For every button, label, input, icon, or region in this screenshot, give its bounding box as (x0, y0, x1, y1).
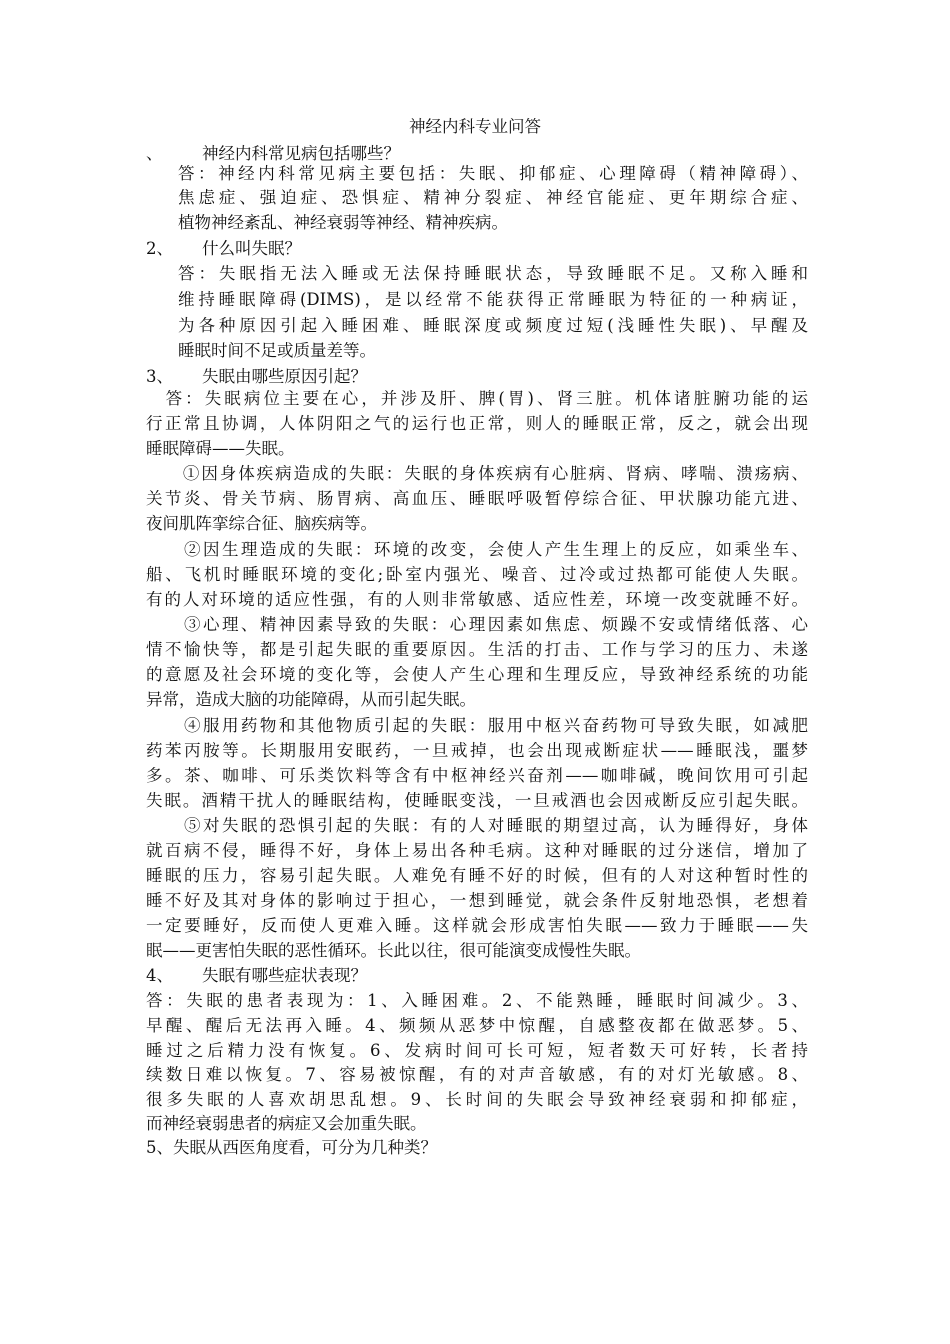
question-text: 什么叫失眠？ (202, 239, 301, 258)
answer-3-line: 有的人对环境的适应性强，有的人则非常敏感、适应性差，环境一改变就睡不好。 (146, 590, 808, 609)
answer-3-line: 失眠。酒精干扰人的睡眠结构，使睡眠变浅，一旦戒酒也会因戒断反应引起失眠。 (146, 791, 808, 810)
question-number: 4、 (146, 966, 173, 985)
answer-3-line: 异常，造成大脑的功能障碍，从而引起失眠。 (146, 690, 476, 709)
answer-3-line: 睡眠的压力，容易引起失眠。人难免有睡不好的时候，但有的人对这种暂时性的 (146, 866, 808, 885)
answer-3-line: 的意愿及社会环境的变化等，会使人产生心理和生理反应，导致神经系统的功能 (146, 665, 808, 684)
question-5: 5、失眠从西医角度看，可分为几种类？ (146, 1138, 437, 1157)
question-number: 、 (146, 144, 163, 163)
answer-3-line: ⑤对失眠的恐惧引起的失眠：有的人对睡眠的期望过高，认为睡得好，身体 (146, 816, 808, 835)
answer-3-line: 情不愉快等，都是引起失眠的重要原因。生活的打击、工作与学习的压力、未遂 (146, 640, 808, 659)
answer-3-line: ④服用药物和其他物质引起的失眠：服用中枢兴奋药物可导致失眠，如减肥 (146, 716, 808, 735)
question-2 (146, 237, 301, 261)
answer-3-line: 就百病不侵，睡得不好，身体上易出各种毛病。这种对睡眠的过分迷信，增加了 (146, 841, 808, 860)
answer-4-line: 睡过之后精力没有恢复。6、发病时间可长可短，短者数天可好转，长者持 (146, 1041, 808, 1060)
answer-2-line: 睡眠时间不足或质量差等。 (178, 341, 376, 360)
answer-3-line: ③心理、精神因素导致的失眠：心理因素如焦虑、烦躁不安或情绪低落、心 (146, 615, 808, 634)
answer-3-line: ①因身体疾病造成的失眠：失眠的身体疾病有心脏病、肾病、哮喘、溃疡病、 (146, 464, 808, 483)
answer-4-line: 早醒、醒后无法再入睡。4、频频从恶梦中惊醒，自感整夜都在做恶梦。5、 (146, 1016, 808, 1035)
page-title: 神经内科专业问答 (409, 117, 541, 136)
answer-4-line: 而神经衰弱患者的病症又会加重失眠。 (146, 1114, 427, 1133)
answer-3-line: 夜间肌阵挛综合征、脑疾病等。 (146, 514, 377, 533)
answer-2-line: 为各种原因引起入睡困难、睡眠深度或频度过短(浅睡性失眠)、早醒及 (178, 316, 808, 335)
answer-4-line: 很多失眠的人喜欢胡思乱想。9、长时间的失眠会导致神经衰弱和抑郁症， (146, 1090, 808, 1109)
question-3 (146, 365, 367, 389)
question-text: 失眠由哪些原因引起？ (202, 367, 367, 386)
question-4 (146, 964, 367, 988)
answer-1-line: 焦虑症、强迫症、恐惧症、精神分裂症、神经官能症、更年期综合症、 (178, 188, 808, 207)
answer-3-line: 答：失眠病位主要在心，并涉及肝、脾(胃)、肾三脏。机体诸脏腑功能的运 (146, 389, 808, 408)
question-text: 神经内科常见病包括哪些？ (202, 144, 400, 163)
question-text: 失眠有哪些症状表现？ (202, 966, 367, 985)
answer-1-line: 答：神经内科常见病主要包括：失眠、抑郁症、心理障碍（精神障碍）、 (178, 164, 808, 183)
answer-3-line: 眠——更害怕失眠的恶性循环。长此以往，很可能演变成慢性失眠。 (146, 941, 641, 960)
answer-3-line: 关节炎、骨关节病、肠胃病、高血压、睡眠呼吸暂停综合征、甲状腺功能亢进、 (146, 489, 808, 508)
question-number: 2、 (146, 239, 173, 258)
answer-1-line: 植物神经紊乱、神经衰弱等神经、精神疾病。 (178, 213, 508, 232)
answer-4-line: 续数日难以恢复。7、容易被惊醒，有的对声音敏感，有的对灯光敏感。8、 (146, 1065, 808, 1084)
answer-2-line: 维持睡眠障碍(DIMS)，是以经常不能获得正常睡眠为特征的一种病证， (178, 290, 808, 309)
answer-3-line: 船、飞机时睡眠环境的变化;卧室内强光、噪音、过冷或过热都可能使人失眠。 (146, 565, 808, 584)
answer-3-line: ②因生理造成的失眠：环境的改变，会使人产生生理上的反应，如乘坐车、 (146, 540, 808, 559)
answer-3-line: 多。茶、咖啡、可乐类饮料等含有中枢神经兴奋剂——咖啡碱，晚间饮用可引起 (146, 766, 808, 785)
answer-3-line: 睡眠障碍——失眠。 (146, 439, 295, 458)
question-number: 3、 (146, 367, 173, 386)
answer-3-line: 一定要睡好，反而使人更难入睡。这样就会形成害怕失眠——致力于睡眠——失 (146, 916, 808, 935)
answer-3-line: 睡不好及其对身体的影响过于担心，一想到睡觉，就会条件反射地恐惧，老想着 (146, 891, 808, 910)
answer-3-line: 药苯丙胺等。长期服用安眠药，一旦戒掉，也会出现戒断症状——睡眠浅，噩梦 (146, 741, 808, 760)
answer-3-line: 行正常且协调，人体阴阳之气的运行也正常，则人的睡眠正常，反之，就会出现 (146, 414, 808, 433)
answer-4-line: 答：失眠的患者表现为：1、入睡困难。2、不能熟睡，睡眠时间减少。3、 (146, 991, 808, 1010)
answer-2-line: 答：失眠指无法入睡或无法保持睡眠状态，导致睡眠不足。又称入睡和 (178, 264, 808, 283)
